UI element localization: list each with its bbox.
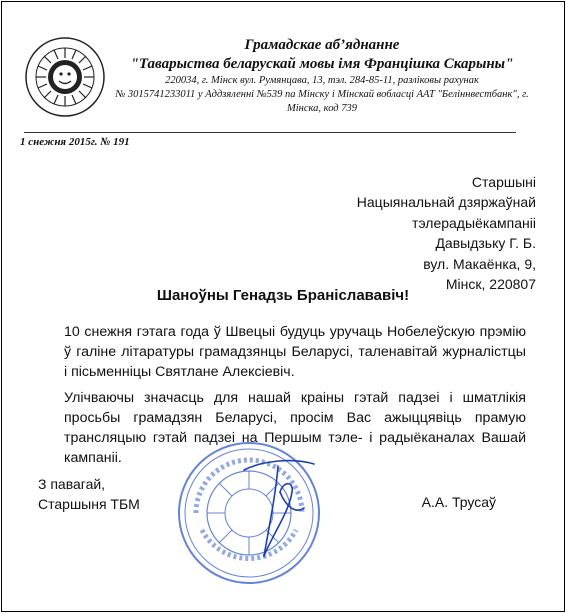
closing-block: [38, 474, 140, 514]
signer-title: Старшыня ТБМ: [38, 496, 140, 512]
addressee-line-5: вул. Макаёнка, 9,: [423, 255, 536, 272]
addressee-line-6: Мінск, 220807: [445, 276, 536, 293]
org-address-line-3: Мінска, код 739: [287, 103, 357, 114]
org-type: Грамадскае аб’яднанне: [244, 37, 400, 53]
signer-name: А.А. Трусаў: [421, 494, 496, 510]
org-address-line-2: № 3015741233011 у Аддзяленні №539 па Мінску і Мінскай вобласці ААТ "Беліннвестбанк", г.: [115, 89, 529, 100]
letter-page: [1, 1, 565, 612]
addressee-block: [357, 172, 536, 294]
body-paragraph-1: 10 снежня гэтага года ў Швецыі будуць уручаць Нобелеўскую прэмію ў галіне літаратуры грамадзянцы Беларусі, таленавітай журналістцы і пісьменніцы Святлане Алексіевіч.: [64, 324, 526, 380]
org-name: "Таварыства беларускай мовы імя Францішка Скарыны": [130, 56, 514, 72]
sun-emblem-icon: [24, 36, 106, 118]
header-divider: [24, 132, 516, 133]
addressee-line-4: Давыдзьку Г. Б.: [435, 235, 536, 252]
handwritten-signature: [234, 452, 324, 562]
closing-salutation: З павагай,: [38, 476, 106, 492]
body-paragraph-2: Улічваючы значасць для нашай краіны гэтай падзеі і шматлікія просьбы грамадзян Беларусі, просім Вас ажыццявіць прамую трансляцыю гэтай падзеі на Першым тэле- і радыёканалах Вашай кампаніі.: [64, 390, 526, 466]
addressee-line-1: Старшыні: [471, 174, 536, 190]
greeting: Шаноўны Генадзь Браніслававіч!: [156, 287, 410, 304]
addressee-line-3: тэлерадыёкампаніі: [412, 214, 536, 231]
addressee-line-2: Нацыянальнай дзяржаўнай: [356, 194, 536, 211]
letterhead: [102, 36, 542, 116]
org-address-line-1: 220034, г. Мінск вул. Румянцава, 13, тэл. 284-85-11, разліковы рахунак: [165, 75, 479, 86]
date-number: 1 снежня 2015г. № 191: [20, 136, 130, 148]
